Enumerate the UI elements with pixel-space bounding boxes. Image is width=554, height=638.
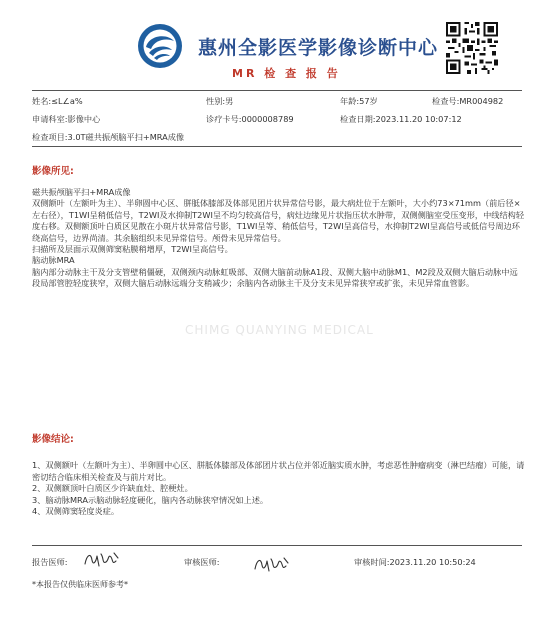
name-value: ≤L∠a% <box>51 96 83 106</box>
header-divider <box>32 90 522 91</box>
exam-date-value: 2023.11.20 10:07:12 <box>375 114 462 124</box>
exam-date <box>340 114 462 125</box>
hospital-logo-icon <box>137 23 183 69</box>
card-number-label: 诊疗卡号: <box>206 114 242 124</box>
age-label: 年龄: <box>340 96 360 106</box>
reviewer-signature <box>252 552 292 574</box>
patient-name <box>32 96 83 107</box>
findings-line: 扫描所及层面示双侧筛窦粘膜稍增厚，T2WI呈高信号。 <box>32 244 233 255</box>
reporter-signature <box>82 548 122 570</box>
signoff-divider <box>32 545 522 546</box>
conclusions-body <box>32 460 528 518</box>
exam-number <box>432 96 503 107</box>
review-time-value: 2023.11.20 10:50:24 <box>389 557 476 567</box>
reviewer-label: 审核医师: <box>184 557 220 567</box>
age-value: 57岁 <box>359 96 378 106</box>
exam-item-value: 3.0T磁共振颅脑平扫+MRA成像 <box>67 132 185 142</box>
conclusion-line: 2、双侧额顶叶白质区少许缺血灶、腔梗灶。 <box>32 483 193 494</box>
reporter-label: 报告医师: <box>32 557 68 567</box>
info-divider <box>32 146 522 147</box>
card-number-value: 0000008789 <box>241 114 294 124</box>
findings-line: 脑内部分动脉主干及分支管壁稍僵硬，双侧颈内动脉虹吸部、双侧大脑前动脉A1段、双侧大脑中动脉M1、M2段及双侧大脑后动脉中远段局部管腔轻度狭窄，双侧大脑后动脉远端分支稍减少；余脑内各动脉主干及分支未见异常狭窄或扩张，未见异常血管影。 <box>32 266 518 289</box>
conclusion-line: 4、双侧筛窦轻度炎症。 <box>32 506 120 517</box>
findings-body <box>32 187 524 290</box>
hospital-name: 惠州全影医学影像诊断中心 <box>198 37 439 59</box>
requesting-department <box>32 114 100 125</box>
patient-age <box>340 96 378 107</box>
findings-line: 双侧额叶（左额叶为主）、半卵圆中心区、胼胝体膝部及体部见团片状异常信号影，最大病灶位于左额叶，大小约73×71mm（前后径×左右径），T1WI呈稍低信号，T2WI及水抑制T2WI呈不均匀较高信号，病灶边缘见片状指压状水肿带，双侧侧脑室受压变形，中线结构轻度右移。双侧额顶叶白质区见散在小斑片状异常信号影，T1WI呈等、稍低信号，T2WI呈高信号，水抑制T2WI呈高信号或低信号周边环绕高信号，边界尚清。其余脑组织未见异常信号。颅骨未见异常信号。 <box>32 198 525 243</box>
exam-item <box>32 132 184 143</box>
watermark: CHIMG QUANYING MEDICAL <box>185 323 374 337</box>
exam-number-value: MR004982 <box>459 96 504 106</box>
exam-date-label: 检查日期: <box>340 114 376 124</box>
exam-number-label: 检查号: <box>432 96 460 106</box>
findings-title: 影像所见: <box>32 166 74 177</box>
department-value: 影像中心 <box>67 114 101 124</box>
sex-label: 性别: <box>206 96 226 106</box>
department-label: 申请科室: <box>32 114 68 124</box>
sex-value: 男 <box>225 96 234 106</box>
findings-line: 脑动脉MRA <box>32 255 75 266</box>
clinic-card-number <box>206 114 294 125</box>
name-label: 姓名: <box>32 96 52 106</box>
findings-line: 磁共振颅脑平扫+MRA成像 <box>32 187 131 197</box>
conclusions-title: 影像结论: <box>32 434 74 445</box>
disclaimer: *本报告仅供临床医师参考* <box>32 580 128 589</box>
exam-item-label: 检查项目: <box>32 132 68 142</box>
conclusion-line: 1、双侧额叶（左额叶为主）、半卵圆中心区、胼胝体膝部及体部团片状占位并邻近脑实质水肿，考虑恶性肿瘤病变（淋巴结瘤）可能，请密切结合临床相关检查及与前片对比。 <box>32 460 525 482</box>
conclusion-line: 3、脑动脉MRA示脑动脉轻度硬化，脑内各动脉狭窄情况如上述。 <box>32 494 269 505</box>
patient-sex <box>206 96 233 107</box>
report-title: MR 检 查 报 告 <box>232 67 341 80</box>
qr-code-icon <box>446 22 498 74</box>
review-time-label: 审核时间: <box>354 557 390 567</box>
review-time <box>354 557 476 568</box>
